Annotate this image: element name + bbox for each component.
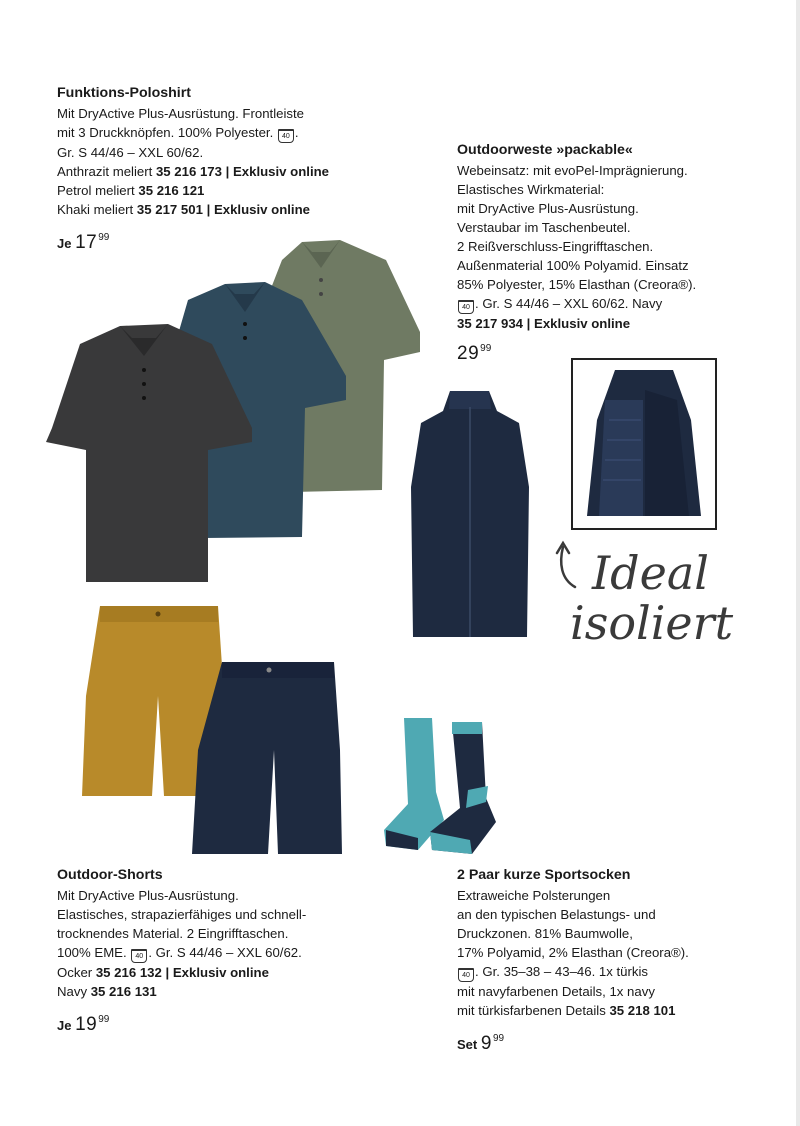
vest-number: 35 217 934 | Exklusiv online — [457, 316, 631, 331]
vest-line: mit DryActive Plus-Ausrüstung. — [457, 201, 639, 216]
socks-line: 40 . Gr. 35–38 – 43–46. 1x türkis — [457, 962, 777, 982]
shorts-description — [57, 865, 417, 1035]
shorts-line: trocknendes Material. 2 Eingrifftaschen. — [57, 926, 289, 941]
washing-care-icon: 40 — [131, 949, 147, 963]
socks-line: an den typischen Belastungs- und — [457, 907, 656, 922]
polo-variant: Anthrazit meliert 35 216 173 | Exklusiv online — [57, 164, 330, 179]
polo-variant: Khaki meliert 35 217 501 | Exklusiv online — [57, 202, 310, 217]
sock-navy — [430, 722, 496, 854]
shorts-variant: Navy 35 216 131 — [57, 984, 157, 999]
vest-image — [405, 387, 535, 645]
socks-line: mit türkisfarbenen Details 35 218 101 — [457, 1003, 676, 1018]
socks-line: Extraweiche Polsterungen — [457, 888, 611, 903]
washing-care-icon: 40 — [458, 968, 474, 982]
vest-inside-image — [573, 360, 715, 528]
shorts-line: 100% EME. 40 . Gr. S 44/46 – XXL 60/62. — [57, 943, 417, 963]
washing-care-icon: 40 — [458, 300, 474, 314]
vest-detail-inset — [571, 358, 717, 530]
page-edge-shadow — [796, 0, 800, 1126]
vest-line: 40 . Gr. S 44/46 – XXL 60/62. Navy — [457, 294, 757, 314]
socks-line: 17% Polyamid, 2% Elasthan (Creora®). — [457, 945, 689, 960]
handwriting-isoliert: isoliert — [570, 596, 734, 650]
vest-line: Elastisches Wirkmaterial: — [457, 182, 605, 197]
polo-line: Gr. S 44/46 – XXL 60/62. — [57, 145, 204, 160]
socks-title: 2 Paar kurze Sportsocken — [457, 867, 631, 883]
polo-variant: Petrol meliert 35 216 121 — [57, 183, 205, 198]
vest-description — [457, 140, 757, 364]
polo-line: mit 3 Druckknöpfen. 100% Polyester. 40 . — [57, 123, 417, 143]
vest-line: Verstaubar im Taschenbeutel. — [457, 220, 631, 235]
washing-care-icon: 40 — [278, 129, 294, 143]
vest-line: Außenmaterial 100% Polyamid. Einsatz — [457, 258, 689, 273]
socks-line: mit navyfarbenen Details, 1x navy — [457, 984, 655, 999]
polo-shirts-image — [40, 232, 435, 592]
shorts-navy — [192, 662, 342, 854]
socks-price: Set $9^{99}$ — [457, 1033, 505, 1054]
vest-line: 85% Polyester, 15% Elasthan (Creora®). — [457, 277, 697, 292]
shorts-image — [78, 600, 346, 860]
polo-line: Mit DryActive Plus-Ausrüstung. Frontleiste — [57, 106, 304, 121]
shorts-price: Je $19^{99}$ — [57, 1014, 110, 1035]
shorts-line: Elastisches, strapazierfähiges und schnell- — [57, 907, 307, 922]
socks-line: Druckzonen. 81% Baumwolle, — [457, 926, 633, 941]
curved-arrow-icon — [551, 537, 585, 593]
shorts-variant: Ocker 35 216 132 | Exklusiv online — [57, 965, 269, 980]
polo-price: Je $17^{99}$ — [57, 232, 110, 253]
socks-image — [378, 712, 508, 858]
handwriting-ideal: Ideal — [592, 546, 709, 600]
shorts-title: Outdoor-Shorts — [57, 867, 163, 883]
polo-description — [57, 83, 417, 253]
vest-line: 2 Reißverschluss-Eingrifftaschen. — [457, 239, 654, 254]
polo-title: Funktions-Poloshirt — [57, 85, 191, 101]
vest-title: Outdoorweste »packable« — [457, 142, 633, 158]
vest-line: Webeinsatz: mit evoPel-Imprägnierung. — [457, 163, 688, 178]
vest-price: $29^{99}$ — [457, 343, 492, 364]
shorts-line: Mit DryActive Plus-Ausrüstung. — [57, 888, 239, 903]
socks-description — [457, 865, 777, 1054]
